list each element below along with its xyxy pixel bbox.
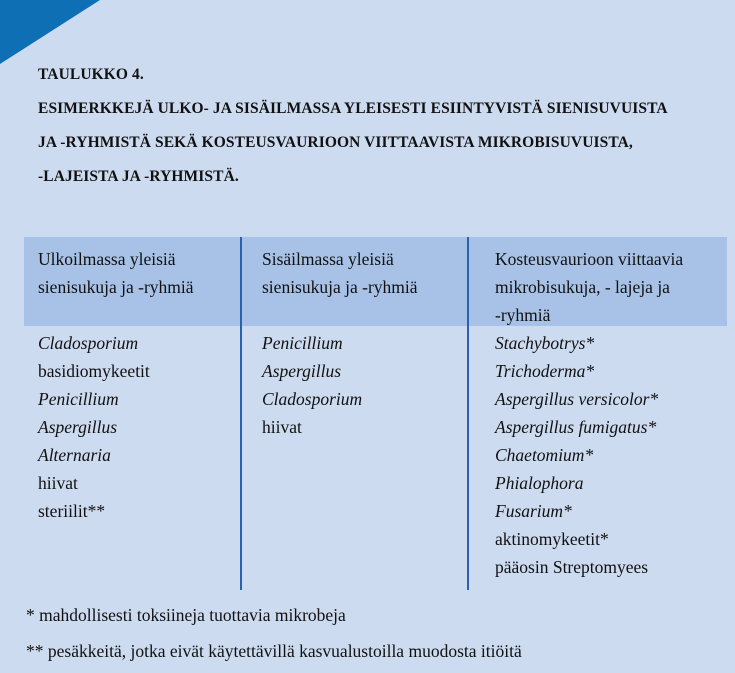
caption-line: ESIMERKKEJÄ ULKO- JA SISÄILMASSA YLEISESTI ESIINTYVISTÄ SIENISUVUISTA: [38, 100, 668, 117]
table-cell-item: Stachybotrys*: [495, 333, 595, 353]
table-cell-item: basidiomykeetit: [38, 361, 150, 381]
table-cell-item: hiivat: [38, 473, 78, 493]
table-cell-item: Trichoderma*: [495, 361, 595, 381]
column-header-line: sienisukuja ja -ryhmiä: [38, 277, 194, 297]
table-cell-item: aktinomykeetit*: [495, 529, 609, 549]
table-cell-item: Aspergillus: [38, 417, 118, 437]
column-header-line: Ulkoilmassa yleisiä: [38, 249, 176, 269]
column-moisture-damage: [468, 237, 727, 590]
column-header: [262, 245, 462, 301]
table-caption: [38, 58, 725, 194]
column-header-line: mikrobisukuja, - lajeja ja: [495, 277, 670, 297]
table-cell-item: Cladosporium: [262, 389, 363, 409]
caption-label: TAULUKKO 4.: [38, 66, 144, 83]
footnote: ** pesäkkeitä, jotka eivät käytettävillä kasvualustoilla muodosta itiöitä: [26, 641, 522, 661]
table-cell-item: Phialophora: [495, 473, 584, 493]
table-cell-item: Penicillium: [38, 389, 119, 409]
table-cell-item: pääosin Streptomyees: [495, 557, 649, 577]
column-items: [495, 329, 723, 581]
column-header: [38, 245, 235, 301]
corner-accent: [0, 0, 100, 64]
column-divider: [467, 237, 469, 590]
column-header-line: Kosteusvaurioon viittaavia: [495, 249, 684, 269]
table-cell-item: Alternaria: [38, 445, 111, 465]
column-items: [262, 329, 464, 441]
table-cell-item: Chaetomium*: [495, 445, 594, 465]
table-cell-item: hiivat: [262, 417, 302, 437]
footnote: * mahdollisesti toksiineja tuottavia mikrobeja: [26, 605, 346, 625]
caption-line: JA -RYHMISTÄ SEKÄ KOSTEUSVAURIOON VIITTAAVISTA MIKROBISUVUISTA,: [38, 134, 633, 151]
table-cell-item: Aspergillus versicolor*: [495, 389, 659, 409]
column-divider: [240, 237, 242, 590]
table-cell-item: Aspergillus fumigatus*: [495, 417, 657, 437]
column-header: [495, 245, 721, 329]
table-cell-item: steriilit**: [38, 501, 106, 521]
column-outdoor: [24, 237, 241, 590]
table-cell-item: Fusarium*: [495, 501, 572, 521]
column-header-line: -ryhmiä: [495, 305, 551, 325]
fungi-table: [24, 237, 727, 590]
footnotes: [26, 601, 725, 673]
column-items: [38, 329, 237, 525]
column-header-line: sienisukuja ja -ryhmiä: [262, 277, 418, 297]
table-cell-item: Cladosporium: [38, 333, 139, 353]
caption-line: -LAJEISTA JA -RYHMISTÄ.: [38, 168, 239, 185]
column-indoor: [241, 237, 468, 590]
table-cell-item: Penicillium: [262, 333, 343, 353]
column-header-line: Sisäilmassa yleisiä: [262, 249, 394, 269]
table-cell-item: Aspergillus: [262, 361, 342, 381]
